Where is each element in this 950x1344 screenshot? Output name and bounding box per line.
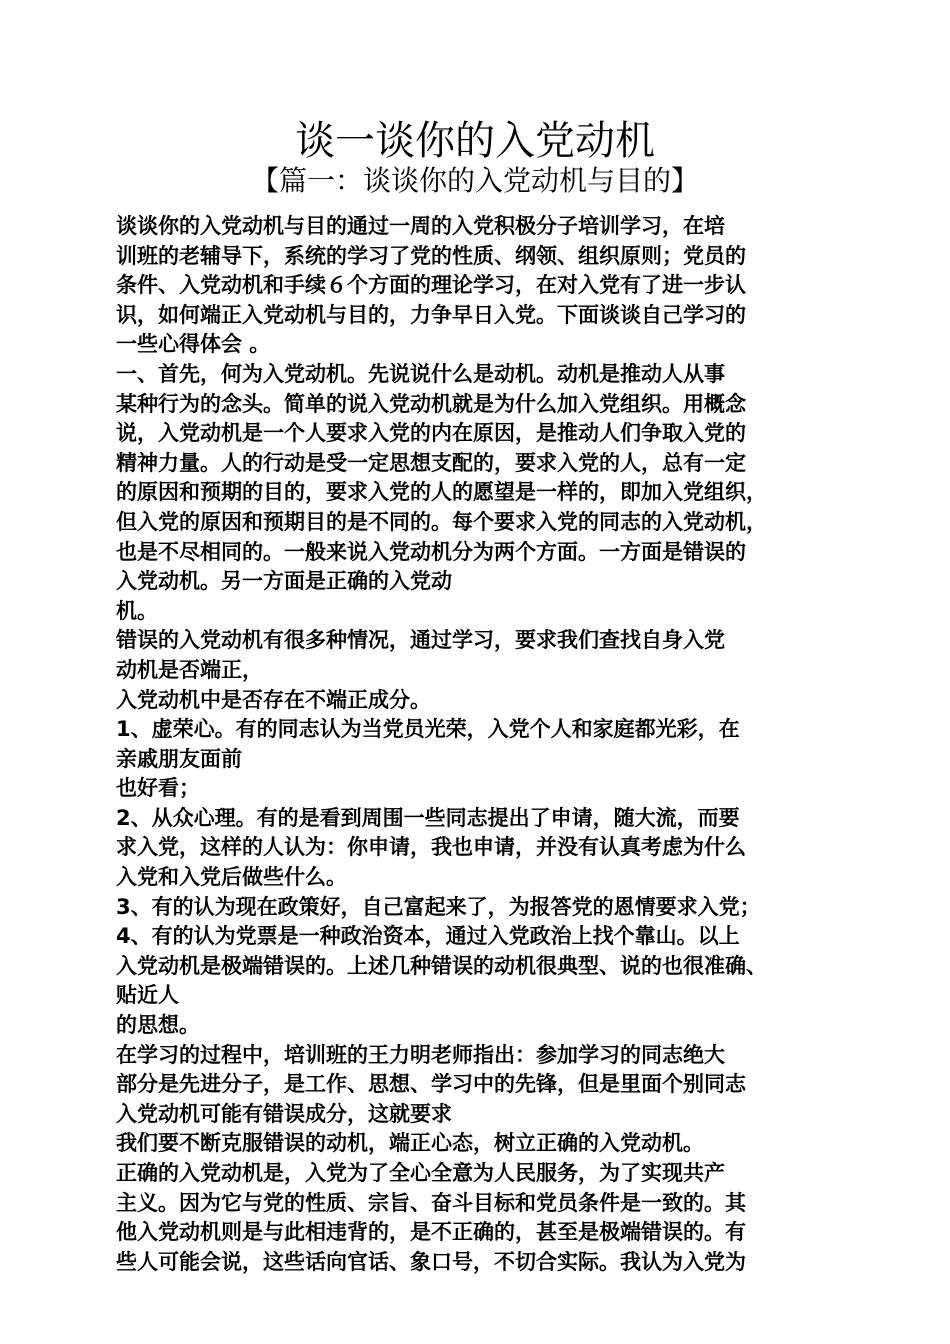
text-line: 部分是先进分子，是工作、思想、学习中的先锋，但是里面个别同志 [116,1072,746,1097]
text-line: 也是不尽相同的。一般来说入党动机分为两个方面。一方面是错误的 [116,539,746,564]
text-line: 4、有的认为党票是一种政治资本，通过入党政治上找个靠山。以上 [116,924,740,949]
text-line: 他入党动机则是与此相违背的，是不正确的，甚至是极端错误的。有 [116,1220,746,1245]
text-line: 求入党，这样的人认为：你申请，我也申请，并没有认真考虑为什么 [116,835,746,860]
text-line: 的原因和预期的目的，要求入党的人的愿望是一样的，即加入党组织， [116,480,767,505]
text-line: 1、虚荣心。有的同志认为当党员光荣，入党个人和家庭都光彩，在 [116,717,740,742]
text-line: 亲戚朋友面前 [116,746,242,771]
text-line: 贴近人 [116,983,179,1008]
text-line: 一些心得体会 。 [116,332,271,357]
text-line: 错误的入党动机有很多种情况，通过学习，要求我们查找自身入党 [116,628,725,653]
text-line: 正确的入党动机是，入党为了全心全意为人民服务，为了实现共产 [116,1161,725,1185]
text-line: 些人可能会说，这些话向官话、象口号，不切合实际。我认为入党为 [116,1249,746,1274]
text-line: 入党和入党后做些什么。 [116,865,347,890]
text-line: 说，入党动机是一个人要求入党的内在原因，是推动人们争取入党的 [116,421,746,446]
document-title: 谈一谈你的入党动机 [295,118,655,164]
text-line: 3、有的认为现在政策好，自己富起来了，为报答党的恩情要求入党； [116,894,761,919]
text-line: 主义。因为它与党的性质、宗旨、奋斗目标和党员条件是一致的。其 [116,1190,746,1215]
text-line: 但入党的原因和预期目的是不同的。每个要求入党的同志的入党动机， [116,509,767,534]
text-line: 谈谈你的入党动机与目的通过一周的入党积极分子培训学习，在培 [116,214,725,238]
text-line: 入党动机可能有错误成分，这就要求 [116,1101,452,1126]
text-line: 入党动机是极端错误的。上述几种错误的动机很典型、说的也很准确、 [116,953,767,978]
text-line: 2、从众心理。有的是看到周围一些同志提出了申请，随大流，而要 [116,805,740,830]
text-line: 也好看； [116,776,200,801]
text-line: 训班的老辅导下，系统的学习了党的性质、纲领、组织原则；党员的 [116,243,746,268]
text-line: 入党动机。另一方面是正确的入党动 [116,569,452,594]
text-line: 一、首先，何为入党动机。先说说什么是动机。动机是推动人从事 [116,361,725,386]
text-line: 条件、入党动机和手续６个方面的理论学习，在对入党有了进一步认 [116,273,746,298]
text-line: 在学习的过程中，培训班的王力明老师指出：参加学习的同志绝大 [116,1042,725,1067]
text-line: 精神力量。人的行动是受一定思想支配的，要求入党的人，总有一定 [116,450,746,475]
text-line: 某种行为的念头。简单的说入党动机就是为什么加入党组织。用概念 [116,391,746,416]
text-line: 动机是否端正， [116,657,263,682]
document-subtitle: 【篇一：谈谈你的入党动机与目的】 [250,164,699,197]
text-line: 我们要不断克服错误的动机，端正心态，树立正确的入党动机。 [116,1131,704,1156]
text-line: 入党动机中是否存在不端正成分。 [116,687,431,712]
text-line: 机。 [116,598,158,623]
text-line: 识，如何端正入党动机与目的，力争早日入党。下面谈谈自己学习的 [116,302,746,327]
text-line: 的思想。 [116,1013,200,1038]
document-body [116,212,851,1277]
